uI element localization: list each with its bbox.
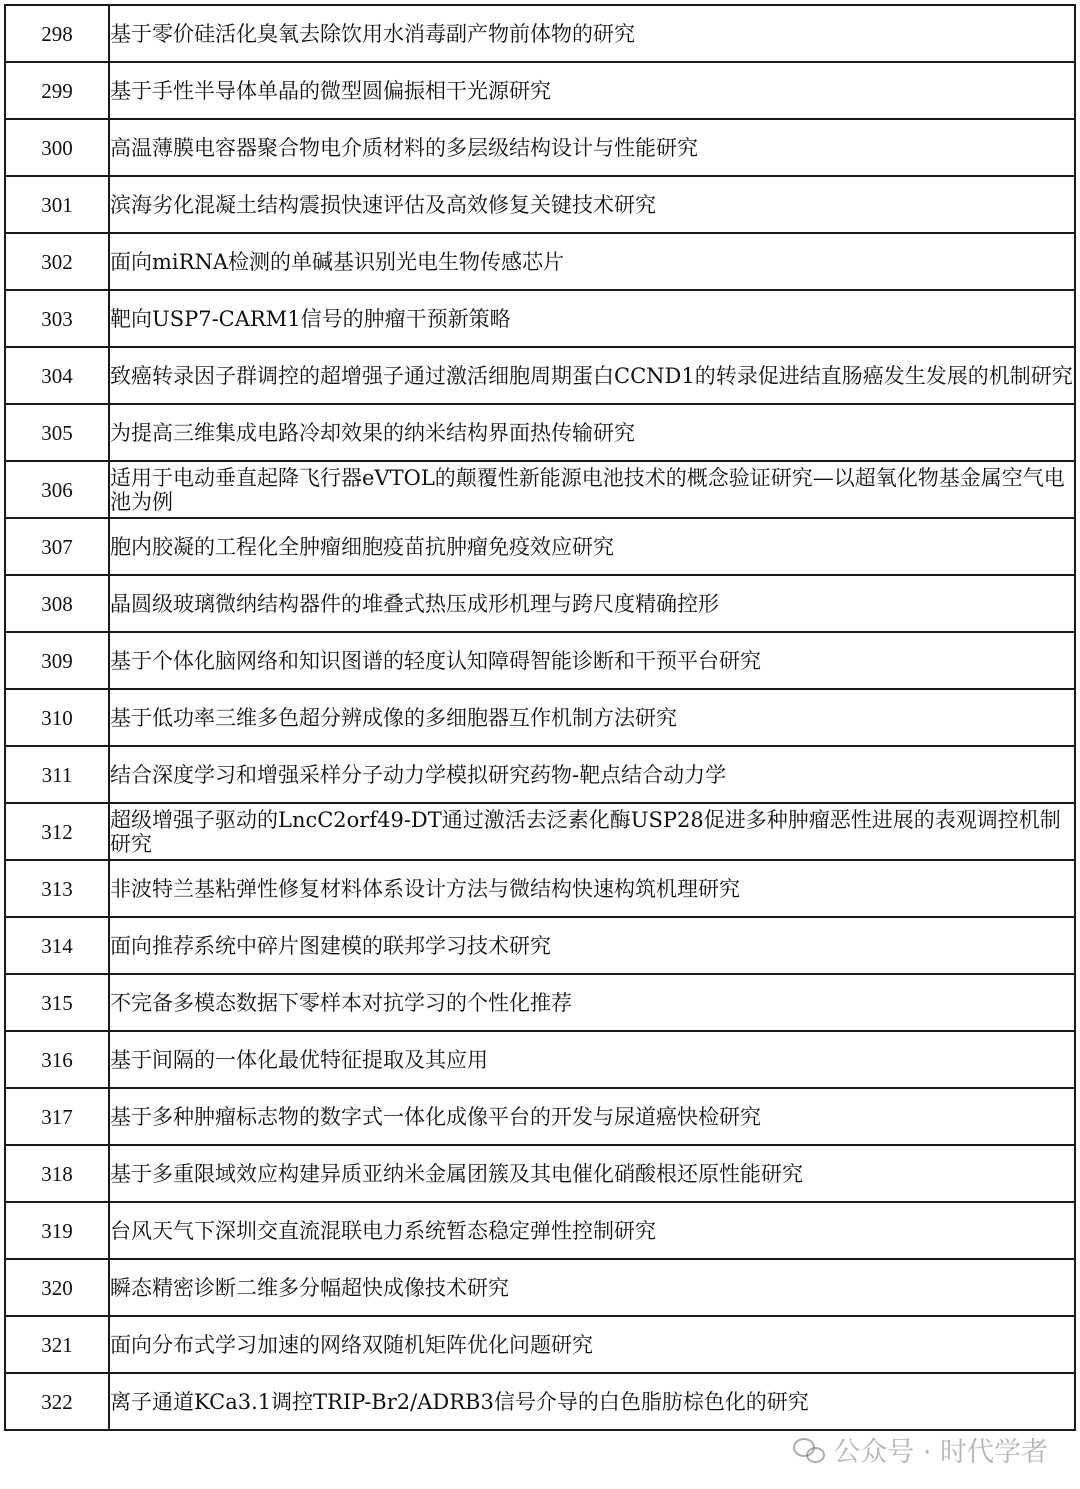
- row-number: 312: [5, 803, 109, 860]
- table-row: [5, 746, 1075, 803]
- project-title: 晶圆级玻璃微纳结构器件的堆叠式热压成形机理与跨尺度精确控形: [109, 575, 1075, 632]
- row-number: 298: [5, 5, 109, 62]
- row-number: 306: [5, 461, 109, 518]
- project-table: [4, 4, 1076, 1431]
- project-title: 基于个体化脑网络和知识图谱的轻度认知障碍智能诊断和干预平台研究: [109, 632, 1075, 689]
- project-title: 滨海劣化混凝土结构震损快速评估及高效修复关键技术研究: [109, 176, 1075, 233]
- table-row: [5, 860, 1075, 917]
- project-title: 面向miRNA检测的单碱基识别光电生物传感芯片: [109, 233, 1075, 290]
- row-number: 309: [5, 632, 109, 689]
- project-title: 高温薄膜电容器聚合物电介质材料的多层级结构设计与性能研究: [109, 119, 1075, 176]
- project-title: 基于低功率三维多色超分辨成像的多细胞器互作机制方法研究: [109, 689, 1075, 746]
- project-title: 超级增强子驱动的LncC2orf49-DT通过激活去泛素化酶USP28促进多种肿瘤恶性进展的表观调控机制研究: [109, 803, 1075, 860]
- row-number: 319: [5, 1202, 109, 1259]
- row-number: 304: [5, 347, 109, 404]
- table-row: [5, 290, 1075, 347]
- wechat-icon: [793, 1436, 825, 1464]
- row-number: 301: [5, 176, 109, 233]
- table-row: [5, 803, 1075, 860]
- project-title: 瞬态精密诊断二维多分幅超快成像技术研究: [109, 1259, 1075, 1316]
- row-number: 310: [5, 689, 109, 746]
- project-title: 基于多重限域效应构建异质亚纳米金属团簇及其电催化硝酸根还原性能研究: [109, 1145, 1075, 1202]
- table-row: [5, 1373, 1075, 1430]
- row-number: 320: [5, 1259, 109, 1316]
- project-title: 基于多种肿瘤标志物的数字式一体化成像平台的开发与尿道癌快检研究: [109, 1088, 1075, 1145]
- project-title: 基于手性半导体单晶的微型圆偏振相干光源研究: [109, 62, 1075, 119]
- watermark-text: 公众号 · 时代学者: [833, 1437, 1048, 1468]
- row-number: 303: [5, 290, 109, 347]
- project-title: 非波特兰基粘弹性修复材料体系设计方法与微结构快速构筑机理研究: [109, 860, 1075, 917]
- row-number: 311: [5, 746, 109, 803]
- project-title: 结合深度学习和增强采样分子动力学模拟研究药物-靶点结合动力学: [109, 746, 1075, 803]
- project-title: 基于零价硅活化臭氧去除饮用水消毒副产物前体物的研究: [109, 5, 1075, 62]
- project-title: 靶向USP7-CARM1信号的肿瘤干预新策略: [109, 290, 1075, 347]
- row-number: 314: [5, 917, 109, 974]
- project-title: 基于间隔的一体化最优特征提取及其应用: [109, 1031, 1075, 1088]
- table-row: [5, 1202, 1075, 1259]
- row-number: 300: [5, 119, 109, 176]
- project-title: 胞内胶凝的工程化全肿瘤细胞疫苗抗肿瘤免疫效应研究: [109, 518, 1075, 575]
- row-number: 302: [5, 233, 109, 290]
- project-title: 致癌转录因子群调控的超增强子通过激活细胞周期蛋白CCND1的转录促进结直肠癌发生发展的机制研究: [109, 347, 1075, 404]
- table-row: [5, 974, 1075, 1031]
- row-number: 308: [5, 575, 109, 632]
- row-number: 307: [5, 518, 109, 575]
- table-row: [5, 575, 1075, 632]
- row-number: 317: [5, 1088, 109, 1145]
- project-title: 为提高三维集成电路冷却效果的纳米结构界面热传输研究: [109, 404, 1075, 461]
- table-row: [5, 1088, 1075, 1145]
- row-number: 318: [5, 1145, 109, 1202]
- project-title: 面向分布式学习加速的网络双随机矩阵优化问题研究: [109, 1316, 1075, 1373]
- watermark: [793, 1430, 1048, 1469]
- row-number: 313: [5, 860, 109, 917]
- row-number: 305: [5, 404, 109, 461]
- table-row: [5, 347, 1075, 404]
- table-row: [5, 917, 1075, 974]
- table-row: [5, 119, 1075, 176]
- table-row: [5, 518, 1075, 575]
- table-row: [5, 1316, 1075, 1373]
- project-title: 台风天气下深圳交直流混联电力系统暂态稳定弹性控制研究: [109, 1202, 1075, 1259]
- project-title: 适用于电动垂直起降飞行器eVTOL的颠覆性新能源电池技术的概念验证研究—以超氧化物基金属空气电池为例: [109, 461, 1075, 518]
- table-row: [5, 1031, 1075, 1088]
- row-number: 321: [5, 1316, 109, 1373]
- table-row: [5, 5, 1075, 62]
- table-row: [5, 233, 1075, 290]
- row-number: 322: [5, 1373, 109, 1430]
- table-row: [5, 632, 1075, 689]
- row-number: 299: [5, 62, 109, 119]
- table-row: [5, 62, 1075, 119]
- table-row: [5, 461, 1075, 518]
- project-title: 离子通道KCa3.1调控TRIP-Br2/ADRB3信号介导的白色脂肪棕色化的研究: [109, 1373, 1075, 1430]
- row-number: 316: [5, 1031, 109, 1088]
- row-number: 315: [5, 974, 109, 1031]
- project-title: 不完备多模态数据下零样本对抗学习的个性化推荐: [109, 974, 1075, 1031]
- project-table-body: [5, 5, 1075, 1430]
- table-row: [5, 404, 1075, 461]
- table-row: [5, 176, 1075, 233]
- table-row: [5, 1145, 1075, 1202]
- project-title: 面向推荐系统中碎片图建模的联邦学习技术研究: [109, 917, 1075, 974]
- table-row: [5, 1259, 1075, 1316]
- table-row: [5, 689, 1075, 746]
